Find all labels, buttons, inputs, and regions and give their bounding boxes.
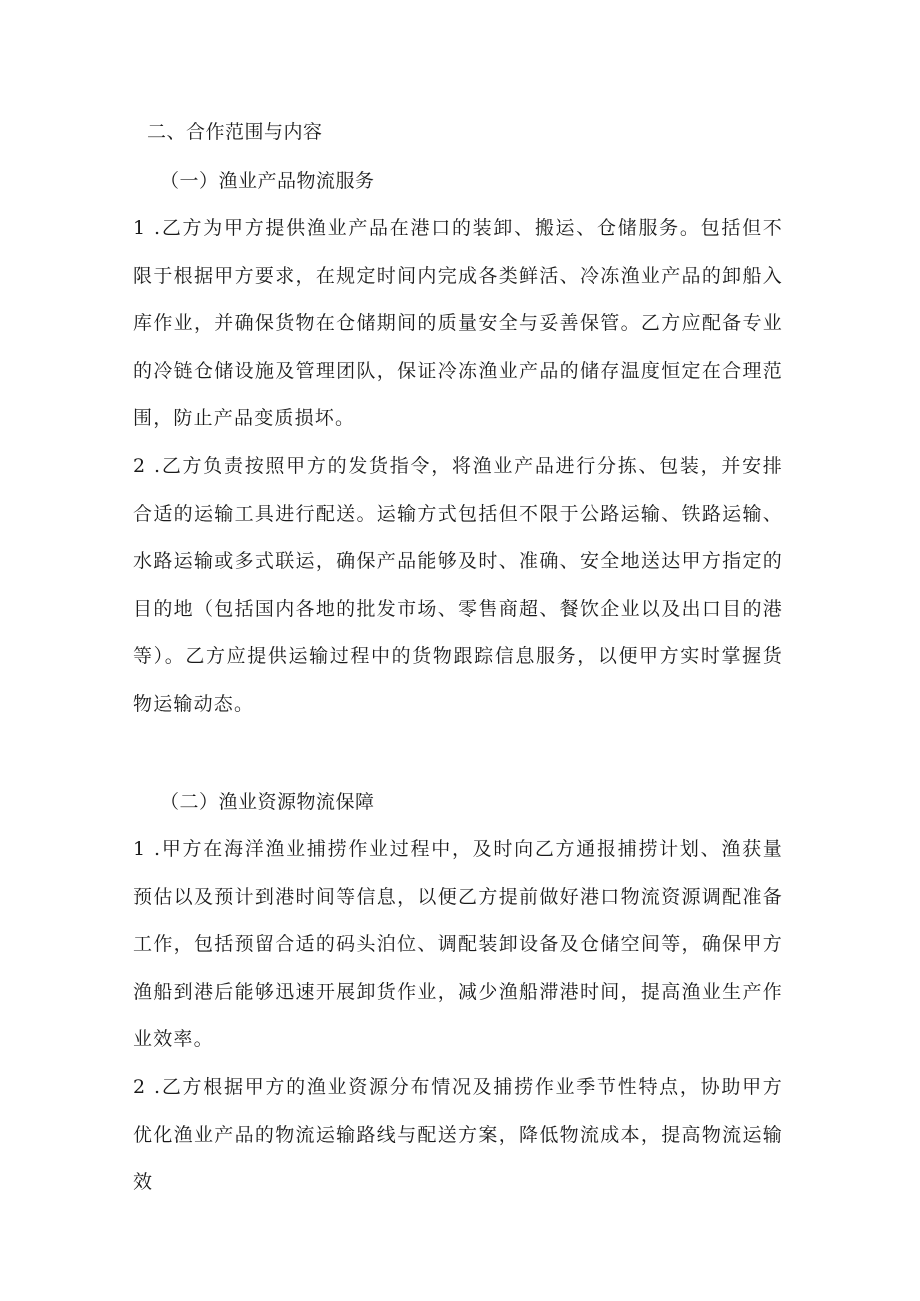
paragraph-1-1: 1 .乙方为甲方提供渔业产品在港口的装卸、搬运、仓储服务。包括但不限于根据甲方要求，在规定时间内完成各类鲜活、冷冻渔业产品的卸船入库作业，并确保货物在仓储期间的质量安全与妥善保管。乙方应配备专业的冷链仓储设施及管理团队，保证冷冻渔业产品的储存温度恒定在合理范围，防止产品变质损坏。 (133, 217, 783, 430)
section-title: 二、合作范围与内容 (147, 121, 323, 143)
paragraph-2-1: 1 .甲方在海洋渔业捕捞作业过程中，及时向乙方通报捕捞计划、渔获量预估以及预计到港时间等信息，以便乙方提前做好港口物流资源调配准备工作，包括预留合适的码头泊位、调配装卸设备及仓储空间等，确保甲方渔船到港后能够迅速开展卸货作业，减少渔船滞港时间，提高渔业生产作业效率。 (133, 838, 783, 1051)
paragraph-2-2: 2 .乙方根据甲方的渔业资源分布情况及捕捞作业季节性特点，协助甲方优化渔业产品的物流运输路线与配送方案，降低物流成本，提高物流运输效 (133, 1076, 783, 1194)
subsection-title-2: （二）渔业资源物流保障 (160, 791, 375, 813)
paragraph-1-2: 2 .乙方负责按照甲方的发货指令，将渔业产品进行分拣、包装，并安排合适的运输工具进行配送。运输方式包括但不限于公路运输、铁路运输、水路运输或多式联运，确保产品能够及时、准确、安全地送达甲方指定的目的地（包括国内各地的批发市场、零售商超、餐饮企业以及出口目的港等）。乙方应提供运输过程中的货物跟踪信息服务，以便甲方实时掌握货物运输动态。 (133, 455, 783, 715)
subsection-title-1: （一）渔业产品物流服务 (160, 170, 375, 192)
